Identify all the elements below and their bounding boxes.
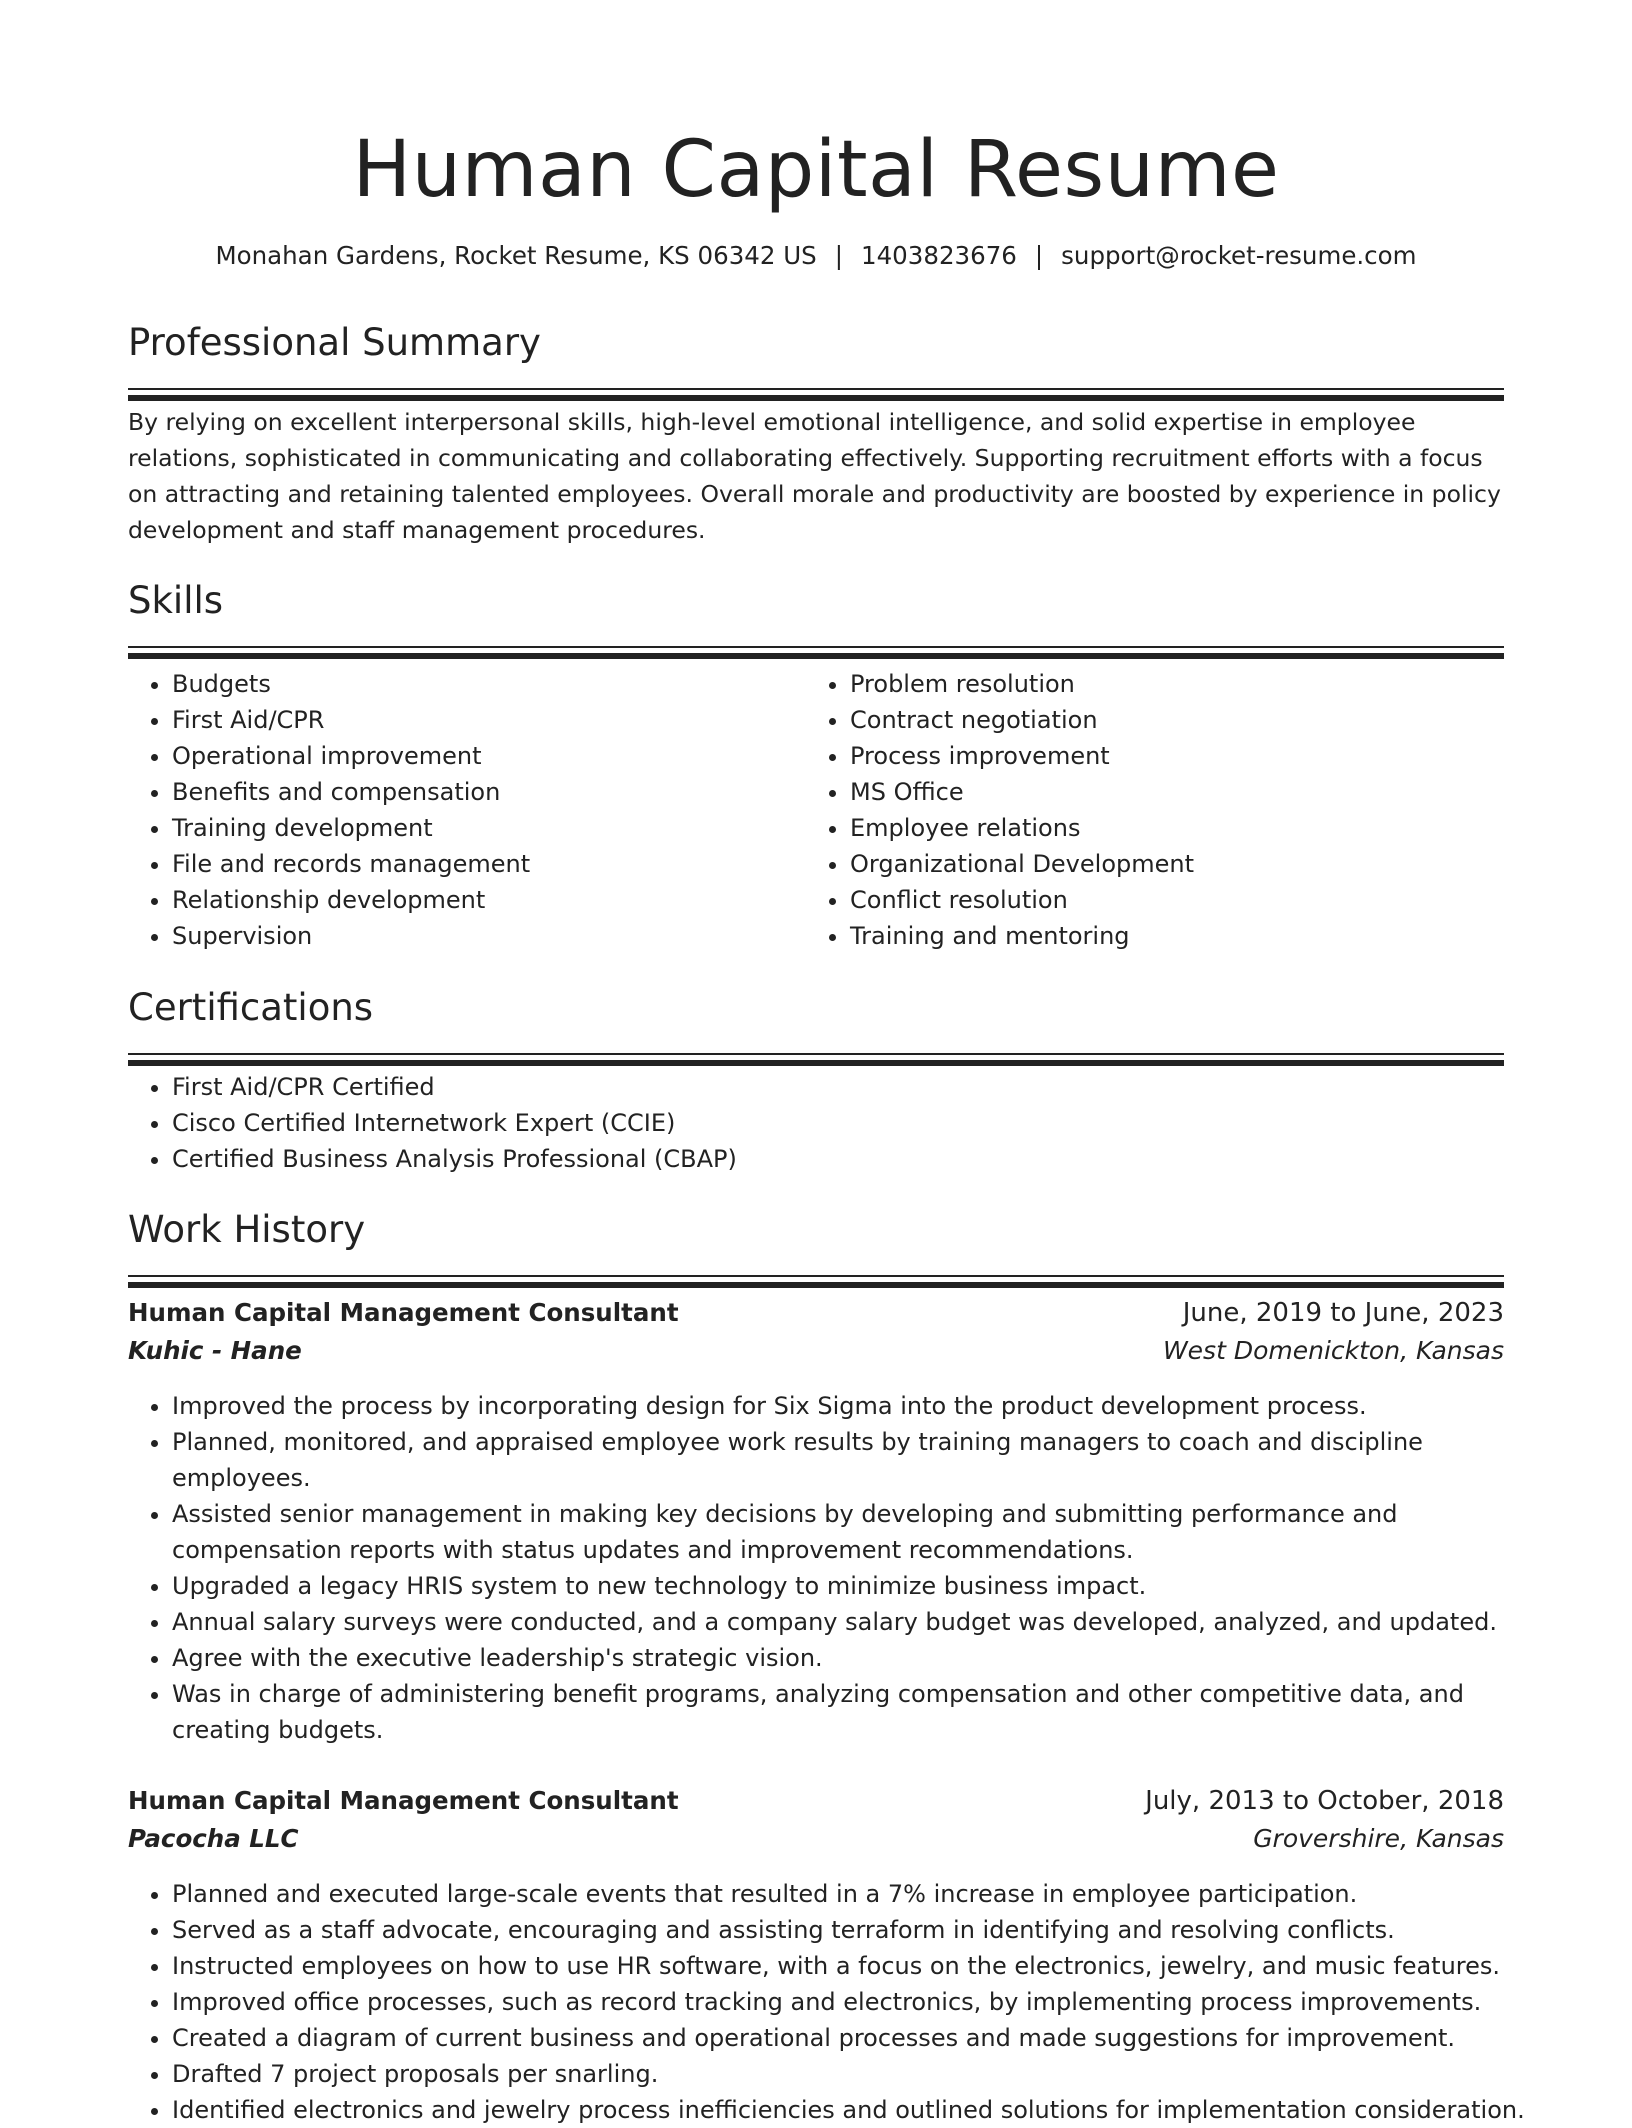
summary-heading: Professional Summary xyxy=(128,321,541,364)
job-bullets xyxy=(128,1388,1548,1748)
job-location: West Domenickton, Kansas xyxy=(1162,1336,1504,1365)
skills-section-header xyxy=(128,576,1504,659)
certifications-list xyxy=(128,1069,1548,1177)
job-bullet: • Planned and executed large-scale events that resulted in a 7% increase in employee participation. xyxy=(172,1876,1548,1912)
job-bullet: • Upgraded a legacy HRIS system to new technology to minimize business impact. xyxy=(172,1568,1548,1604)
job-dates: July, 2013 to October, 2018 xyxy=(1145,1786,1504,1816)
skill-item: • Budgets xyxy=(172,666,848,702)
skill-item: • First Aid/CPR xyxy=(172,702,848,738)
certification-item: • Certified Business Analysis Professional (CBAP) xyxy=(172,1141,1548,1177)
contact-line xyxy=(128,238,1504,274)
job-title: Human Capital Management Consultant xyxy=(128,1786,679,1815)
contact-phone: 1403823676 xyxy=(861,241,1017,270)
job-bullet: • Created a diagram of current business and operational processes and made suggestions for improvement. xyxy=(172,2020,1548,2056)
resume-title: Human Capital Resume xyxy=(352,125,1280,215)
skill-item: • Employee relations xyxy=(850,810,1548,846)
job-bullet: • Drafted 7 project proposals per snarling. xyxy=(172,2056,1548,2092)
summary-text: By relying on excellent interpersonal skills, high-level emotional intelligence, and solid expertise in employee relations, sophisticated in communicating and collaborating effectively. Supporting recruitment efforts with a focus on attracting and retaining talented employees. Overall morale and productivity are boosted by experience in policy development and staff management procedures. xyxy=(128,408,1501,544)
job-bullet: • Was in charge of administering benefit programs, analyzing compensation and other competitive data, and creating budgets. xyxy=(172,1676,1548,1748)
section-divider xyxy=(128,653,1504,659)
skill-item: • Supervision xyxy=(172,918,848,954)
certifications-heading: Certifications xyxy=(128,986,374,1029)
job-company: Kuhic - Hane xyxy=(128,1336,302,1365)
job-bullet: • Instructed employees on how to use HR software, with a focus on the electronics, jewelry, and music features. xyxy=(172,1948,1548,1984)
contact-email: support@rocket-resume.com xyxy=(1061,241,1417,270)
skills-list-right xyxy=(806,666,1548,954)
skill-item: • Problem resolution xyxy=(850,666,1548,702)
skill-item: • Contract negotiation xyxy=(850,702,1548,738)
section-divider xyxy=(128,388,1504,390)
job-bullet: • Improved the process by incorporating design for Six Sigma into the product development process. xyxy=(172,1388,1548,1424)
work-heading: Work History xyxy=(128,1208,366,1251)
certification-item: • Cisco Certified Internetwork Expert (CCIE) xyxy=(172,1105,1548,1141)
job-company: Pacocha LLC xyxy=(128,1824,299,1853)
skill-item: • Organizational Development xyxy=(850,846,1548,882)
skills-heading: Skills xyxy=(128,579,224,622)
job-dates: June, 2019 to June, 2023 xyxy=(1182,1298,1504,1328)
section-divider xyxy=(128,1282,1504,1288)
contact-separator: | xyxy=(834,241,843,270)
section-divider xyxy=(128,395,1504,401)
skill-item: • Process improvement xyxy=(850,738,1548,774)
skill-item: • Training and mentoring xyxy=(850,918,1548,954)
contact-address: Monahan Gardens, Rocket Resume, KS 06342 US xyxy=(215,241,817,270)
job-header xyxy=(128,1294,1504,1370)
section-divider xyxy=(128,1060,1504,1066)
job-bullets xyxy=(128,1876,1548,2128)
skill-item: • MS Office xyxy=(850,774,1548,810)
certifications-section-header xyxy=(128,983,1504,1066)
job-location: Grovershire, Kansas xyxy=(1253,1824,1504,1853)
job-bullet: • Improved office processes, such as record tracking and electronics, by implementing process improvements. xyxy=(172,1984,1548,2020)
job-bullet: • Annual salary surveys were conducted, and a company salary budget was developed, analyzed, and updated. xyxy=(172,1604,1548,1640)
job-bullet: • Served as a staff advocate, encouraging and assisting terraform in identifying and resolving conflicts. xyxy=(172,1912,1548,1948)
section-divider xyxy=(128,646,1504,648)
skill-item: • File and records management xyxy=(172,846,848,882)
section-divider xyxy=(128,1275,1504,1277)
skill-item: • Training development xyxy=(172,810,848,846)
job-bullet: • Assisted senior management in making key decisions by developing and submitting performance and compensation reports with status updates and improvement recommendations. xyxy=(172,1496,1548,1568)
skill-item: • Benefits and compensation xyxy=(172,774,848,810)
job-bullet: • Planned, monitored, and appraised employee work results by training managers to coach and discipline employees. xyxy=(172,1424,1548,1496)
work-section-header xyxy=(128,1205,1504,1288)
contact-separator: | xyxy=(1034,241,1044,270)
skills-list-left xyxy=(128,666,848,954)
job-title: Human Capital Management Consultant xyxy=(128,1298,679,1327)
skill-item: • Relationship development xyxy=(172,882,848,918)
skill-item: • Operational improvement xyxy=(172,738,848,774)
job-bullet: • Identified electronics and jewelry process inefficiencies and outlined solutions for implementation consideration. xyxy=(172,2092,1548,2128)
job-header xyxy=(128,1782,1504,1858)
summary-section-header xyxy=(128,318,1504,401)
job-bullet: • Agree with the executive leadership's strategic vision. xyxy=(172,1640,1548,1676)
certification-item: • First Aid/CPR Certified xyxy=(172,1069,1548,1105)
section-divider xyxy=(128,1053,1504,1055)
skill-item: • Conflict resolution xyxy=(850,882,1548,918)
